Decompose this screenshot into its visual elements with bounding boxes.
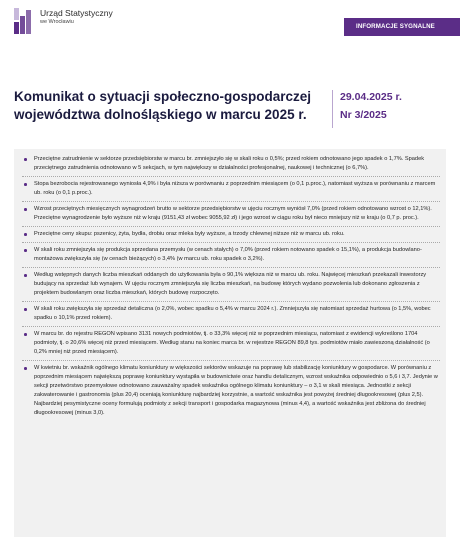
bullet-dot-icon xyxy=(23,330,29,339)
list-item-text: Wzrost przeciętnych miesięcznych wynagrodzeń brutto w sektorze przedsiębiorstw w ujęciu rocznym wyniósł 7,0% (przed rokiem odnotowano wzrost o 12,1%). Przeciętne wynagrodzenie było wyższe niż w kraju (9151,43 zł wobec 9055,92 zł) i jego wzrost w ciągu roku był nieco mniejszy niż w kraju (o 0,7 p. proc.). xyxy=(34,206,432,221)
bullet-dot-icon xyxy=(23,230,29,239)
list-item xyxy=(22,180,440,202)
bullet-dot-icon xyxy=(23,271,29,280)
page-header xyxy=(0,0,460,62)
bullet-dot-icon xyxy=(23,364,29,373)
list-item xyxy=(22,155,440,177)
list-item xyxy=(22,271,440,302)
list-item xyxy=(22,364,440,421)
list-item xyxy=(22,330,440,361)
bullet-dot-icon xyxy=(23,180,29,189)
document-heading xyxy=(14,88,434,134)
bullet-dot-icon xyxy=(23,205,29,214)
bullet-dot-icon xyxy=(23,155,29,164)
page-title xyxy=(14,88,314,124)
list-item-text: Według wstępnych danych liczba mieszkań oddanych do użytkowania była o 90,1% większa niż w marcu ub. roku. Najwięcej mieszkań przekazali inwestorzy budujący na sprzedaż lub wynajem. W ujęciu rocznym zmniejszyła się liczba mieszkań, na budowę których wydano pozwolenia lub dokonano zgłoszenia z projektem budowlanym oraz liczba mieszkań, których budowę rozpoczęto. xyxy=(34,272,427,296)
bullet-dot-icon xyxy=(23,246,29,255)
list-item-text: W kwietniu br. wskaźnik ogólnego klimatu koniunktury w większości sektorów wskazuje na poprawę lub stabilizację koniunktury w gospodarce. W porównaniu z poprzednim miesiącem największą poprawę koniunktury wystąpiła w budownictwie oraz handlu detalicznym, wzrost wskaźnika odpowiednio o 5,6 i 3,7. Jedynie w sekcji przetwórstwo przemysłowe odnotowano zauważalny spadek wskaźnika ogólnego klimatu koniunktury – o 3,1 w skali miesiąca. Jednostki z sekcji zakwaterowanie i gastronomia (plus 20,4) oceniają koniunkturę najbardziej korzystnie, a wartość wskaźnika jest powyżej średniej długookresowej (plus 2,5). Najbardziej pesymistyczne oceny formułują podmioty z sekcji transport i gospodarka magazynowa (minus 4,4), a wartość wskaźnika jest zbliżona do średniej długookresowej (minus 3,0). xyxy=(34,365,438,416)
title-line-1: Komunikat o sytuacji społeczno-gospodarczej xyxy=(14,89,312,104)
list-item-text: Stopa bezrobocia rejestrowanego wyniosła 4,9% i była niższa w porównaniu z poprzednim miesiącem (o 0,1 p.proc.), natomiast wyższa w porównaniu z marcem ub. roku (o 0,1 p.proc.). xyxy=(34,181,436,196)
bullet-dot-icon xyxy=(23,305,29,314)
publication-date: 29.04.2025 r. xyxy=(340,91,402,103)
series-badge: INFORMACJE SYGNALNE xyxy=(344,18,460,36)
statistics-office-logo-icon xyxy=(14,8,36,34)
logo-city: we Wrocławiu xyxy=(40,19,74,25)
statistics-office-logo xyxy=(14,8,113,34)
list-item xyxy=(22,230,440,243)
list-item xyxy=(22,205,440,227)
title-line-2: województwa dolnośląskiego w marcu 2025 r. xyxy=(14,107,307,122)
list-item-text: Przeciętne zatrudnienie w sektorze przedsiębiorstw w marcu br. zmniejszyło się w skali roku o 0,5%; przed rokiem odnotowano jego spadek o 1,7%. Spadek przeciętnego zatrudnienia odnotowano w 5 sekcjach, w tym największy w działalności profesjonalnej, naukowej i technicznej (o 6,7%). xyxy=(34,156,425,171)
list-item-text: W skali roku zmniejszyła się produkcja sprzedana przemysłu (w cenach stałych) o 7,0% (przed rokiem notowano spadek o 15,1%), a produkcja budowlano-montażowa zwiększyła się (w cenach bieżących) o 3,4% (w marcu ub. roku spadek o 3,2%). xyxy=(34,247,422,262)
document-meta xyxy=(340,88,402,124)
list-item xyxy=(22,246,440,268)
list-item-text: W marcu br. do rejestru REGON wpisano 3131 nowych podmiotów, tj. o 33,3% więcej niż w poprzednim miesiącu, natomiast z ewidencji wykreślono 1704 podmioty, tj. o 20,6% więcej niż przed miesiącem. Według stanu na koniec marca br. w rejestrze REGON 89,8 tys. podmiotów miało zawieszoną działalność (o 0,2% mniej niż przed miesiącem). xyxy=(34,331,430,355)
logo-name: Urząd Statystyczny xyxy=(40,8,113,18)
issue-number: Nr 3/2025 xyxy=(340,109,387,121)
heading-divider xyxy=(332,90,333,128)
list-item xyxy=(22,305,440,327)
summary-panel xyxy=(14,149,446,537)
list-item-text: W skali roku zwiększyła się sprzedaż detaliczna (o 2,0%, wobec spadku o 5,4% w marcu 2024 r.). Zmniejszyła się natomiast sprzedaż hurtowa (o 1,5%, wobec spadku o 10,1% przed rokiem). xyxy=(34,306,431,321)
list-item-text: Przeciętne ceny skupu: pszenicy, żyta, bydła, drobiu oraz mleka były wyższe, a trzody chlewnej niższe niż w marcu ub. roku. xyxy=(34,231,345,237)
summary-list xyxy=(22,155,440,424)
